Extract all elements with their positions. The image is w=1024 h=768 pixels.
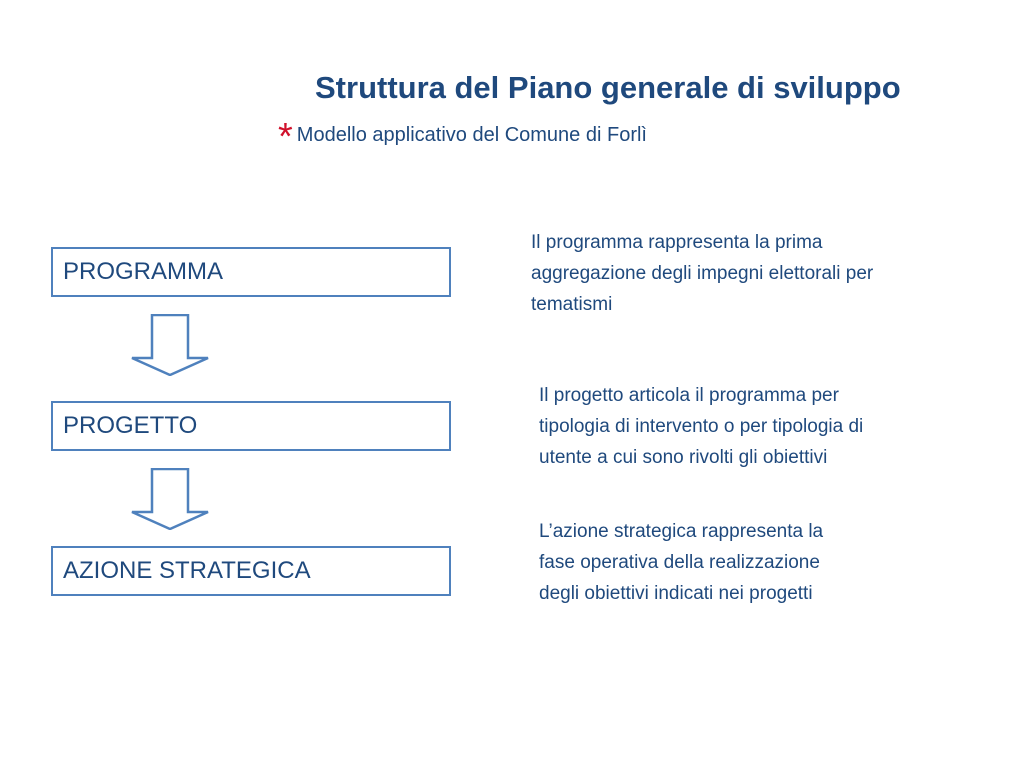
description-line: degli obiettivi indicati nei progetti [539,583,813,604]
step-box-azione-strategica [51,546,451,596]
down-arrow-icon [130,468,210,530]
description-line: tematismi [531,294,613,315]
description-programma [531,227,873,320]
description-azione-strategica [539,516,823,609]
asterisk-marker: * [278,116,293,158]
step-label: PROGRAMMA [63,258,224,285]
description-line: fase operativa della realizzazione [539,552,820,573]
slide-subtitle [278,118,647,156]
step-box-programma [51,247,451,297]
description-line: aggregazione degli impegni elettorali per [531,263,874,284]
subtitle-text: Modello applicativo del Comune di Forlì [296,124,647,146]
description-progetto [539,380,863,473]
description-line: Il programma rappresenta la prima [531,232,823,253]
down-arrow-icon [130,314,210,376]
step-label: AZIONE STRATEGICA [63,557,311,584]
step-box-progetto [51,401,451,451]
description-line: Il progetto articola il programma per [539,385,839,406]
description-line: tipologia di intervento o per tipologia di [539,416,864,437]
description-line: L’azione strategica rappresenta la [539,521,824,542]
slide-title: Struttura del Piano generale di sviluppo [315,70,901,105]
step-label: PROGETTO [63,412,198,439]
description-line: utente a cui sono rivolti gli obiettivi [539,447,828,468]
